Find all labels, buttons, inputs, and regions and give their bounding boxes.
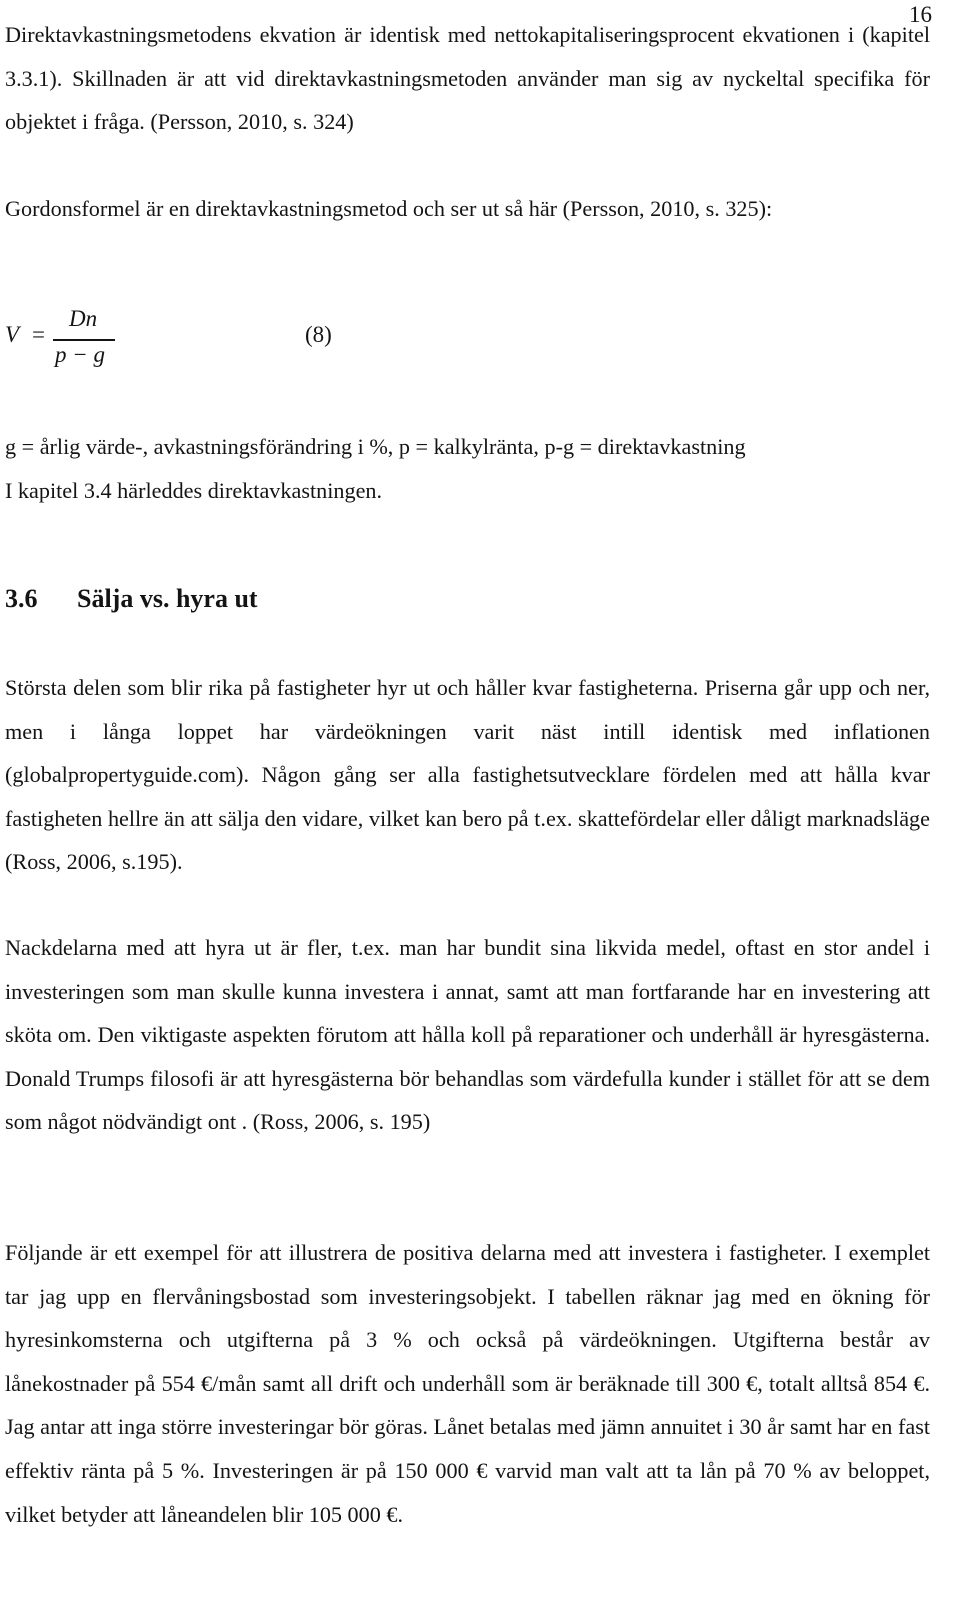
formula-lhs: V [5,322,20,347]
paragraph-variable-definitions [5,425,930,512]
definitions-line: g = årlig värde-, avkastningsförändring i %, p = kalkylränta, p-g = direktavkastning [5,434,746,459]
section-title: Sälja vs. hyra ut [77,584,258,613]
paragraph-gordonsformel: Gordonsformel är en direktavkastningsmetod och ser ut så här (Persson, 2010, s. 325): [5,196,773,221]
paragraph-nackdelar: Nackdelarna med att hyra ut är fler, t.ex. man har bundit sina likvida medel, oftast en stor andel i investeringen som man skulle kunna investera i annat, samt att man fortfarande har en investering att sköta om. Den viktigaste aspekten förutom att hålla koll på reparationer och underhåll är hyresgästerna. Donald Trumps filosofi är att hyresgästerna bör behandlas som värdefulla kunder i stället för att se dem som något nödvändigt ont . (Ross, 2006, s. 195) [5,935,930,1135]
fraction-bar [53,339,115,341]
chapter-reference-line: I kapitel 3.4 härleddes direktavkastningen. [5,477,383,503]
formula-label: (8) [305,322,332,347]
formula-equals: = [32,322,45,347]
gordon-formula [5,304,405,374]
page-number: 16 [909,2,932,27]
paragraph-exempel: Följande är ett exempel för att illustrera de positiva delarna med att investera i fastigheter. I exemplet tar jag upp en flervåningsbostad som investeringsobjekt. I tabellen räknar jag med en ökning för hyresinkomsterna och utgifterna på 3 % och också på värdeökningen. Utgifterna består av lånekostnader på 554 €/mån samt all drift och underhåll som är beräknade till 300 €, totalt alltså 854 €. Jag antar att inga större investeringar bör göras. Lånet betalas med jämn annuitet i 30 år samt har en fast effektiv ränta på 5 %. Investeringen är på 150 000 € varvid man valt att ta lån på 70 % av beloppet, vilket betyder att låneandelen blir 105 000 €. [5,1240,930,1527]
section-number: 3.6 [5,584,38,613]
section-heading [5,584,258,614]
paragraph-direktavkastningsmetod: Direktavkastningsmetodens ekvation är identisk med nettokapitaliseringsprocent ekvationen i (kapitel 3.3.1). Skillnaden är att vid direktavkastningsmetoden använder man sig av nyckeltal specifika för objektet i fråga. (Persson, 2010, s. 324) [5,22,930,135]
paragraph-salja-hyra: Största delen som blir rika på fastigheter hyr ut och håller kvar fastigheterna. Priserna går upp och ner, men i långa loppet har värdeökningen varit näst intill identisk med inflationen (globalpropertyguide.com). Någon gång ser alla fastighetsutvecklare fördelen med att hålla kvar fastigheten hellre än att sälja den vidare, vilket kan bero på t.ex. skattefördelar eller dåligt marknadsläge (Ross, 2006, s.195). [5,675,930,875]
formula-denominator: p − g [55,342,106,367]
formula-numerator: Dn [69,306,98,331]
